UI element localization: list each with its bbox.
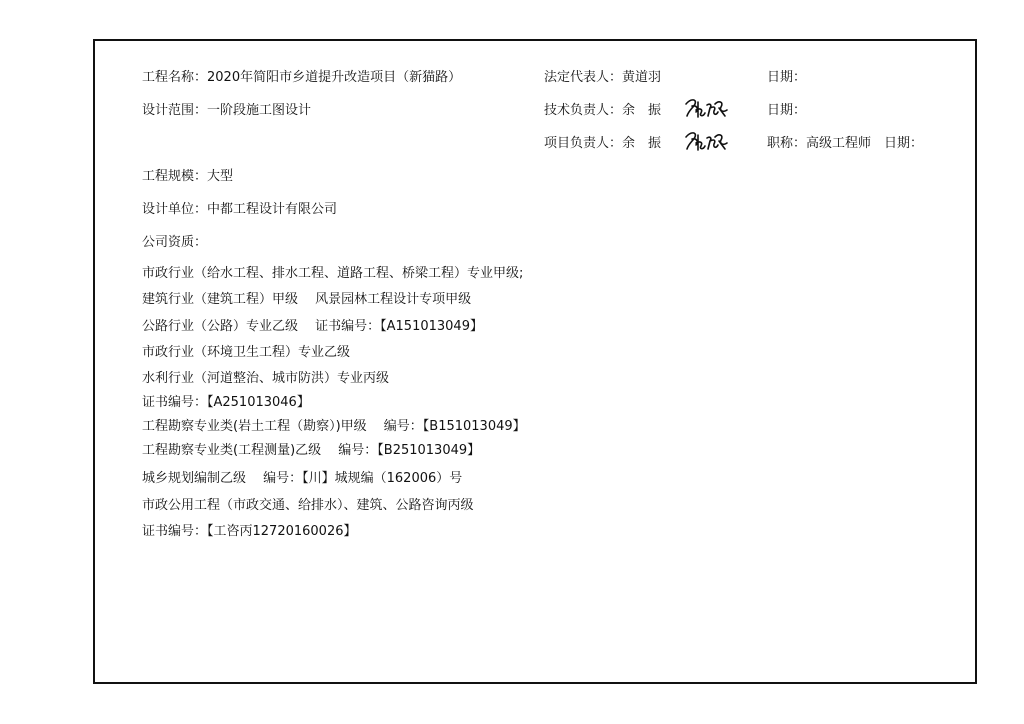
- project-name: 工程名称：2020年简阳市乡道提升改造项目（新猫路）: [142, 70, 462, 85]
- design-unit: 设计单位：中都工程设计有限公司: [142, 202, 338, 217]
- qualification-line: 市政行业（给水工程、排水工程、道路工程、桥梁工程）专业甲级;: [142, 266, 524, 281]
- qualification-line: 市政公用工程（市政交通、给排水）、建筑、公路咨询丙级: [142, 498, 474, 513]
- title-and-date: 职称：高级工程师 日期：: [767, 136, 924, 151]
- qualifications-heading: 公司资质：: [142, 235, 208, 250]
- date-label-2: 日期：: [767, 103, 807, 118]
- qualification-line: 工程勘察专业类(工程测量)乙级 编号：【B251013049】: [142, 443, 481, 458]
- project-lead: 项目负责人：余 振: [544, 136, 662, 151]
- qualification-line: 市政行业（环境卫生工程）专业乙级: [142, 345, 351, 360]
- project-scale: 工程规模：大型: [142, 169, 234, 184]
- design-scope: 设计范围：一阶段施工图设计: [142, 103, 312, 118]
- qualification-line: 证书编号：【工咨丙12720160026】: [142, 524, 357, 539]
- qualification-line: 证书编号：【A251013046】: [142, 395, 310, 410]
- qualification-line: 公路行业（公路）专业乙级 证书编号：【A151013049】: [142, 319, 483, 334]
- technical-lead: 技术负责人：余 振: [544, 103, 662, 118]
- project-lead-signature-icon: [683, 129, 729, 153]
- qualification-line: 水利行业（河道整治、城市防洪）专业丙级: [142, 371, 390, 386]
- technical-lead-signature-icon: [683, 96, 729, 120]
- qualification-line: 城乡规划编制乙级 编号：【川】城规编（162006）号: [142, 471, 463, 486]
- legal-representative: 法定代表人：黄道羽: [544, 70, 662, 85]
- qualification-line: 建筑行业（建筑工程）甲级 风景园林工程设计专项甲级: [142, 292, 472, 307]
- date-label-1: 日期：: [767, 70, 807, 85]
- qualification-line: 工程勘察专业类(岩土工程（勘察）)甲级 编号：【B151013049】: [142, 419, 526, 434]
